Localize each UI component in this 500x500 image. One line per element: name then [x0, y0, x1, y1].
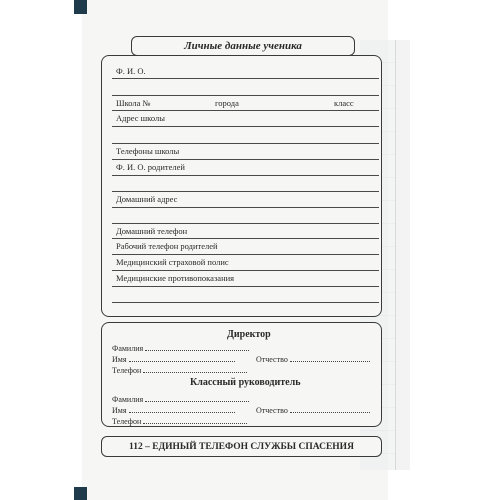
- director-heading: Директор: [227, 329, 271, 340]
- teacher-phone-label: Телефон: [112, 417, 142, 426]
- fio-line[interactable]: [112, 78, 379, 79]
- parents-fio-line-2[interactable]: [112, 191, 379, 192]
- medical-contraindications-line-2[interactable]: [112, 302, 379, 303]
- teacher-name-row: [112, 404, 235, 415]
- spine-bottom-band: [74, 487, 87, 500]
- page-edge: [395, 40, 410, 470]
- director-phone-label: Телефон: [112, 366, 142, 375]
- school-address-line[interactable]: [112, 126, 379, 127]
- director-name-row: [112, 353, 235, 364]
- director-name-label: Имя: [112, 355, 127, 364]
- parents-fio-line[interactable]: [112, 175, 379, 176]
- teacher-surname-row: [112, 393, 249, 404]
- home-address-line[interactable]: [112, 207, 379, 208]
- teacher-name-label: Имя: [112, 406, 127, 415]
- teacher-surname-field[interactable]: [145, 393, 249, 402]
- teacher-surname-label: Фамилия: [112, 395, 144, 404]
- home-phone-line[interactable]: [112, 238, 379, 239]
- school-address-line-2[interactable]: [112, 143, 379, 144]
- student-info-box: [101, 55, 382, 317]
- contacts-box: [101, 322, 382, 427]
- medical-policy-line[interactable]: [112, 270, 379, 271]
- director-patronymic-field[interactable]: [290, 353, 370, 362]
- teacher-patronymic-label: Отчество: [256, 406, 288, 415]
- director-phone-row: [112, 364, 247, 375]
- medical-policy-label: Медицинский страховой полис: [116, 257, 229, 267]
- home-address-label: Домашний адрес: [116, 194, 178, 204]
- school-line[interactable]: [112, 110, 379, 111]
- class-label: класс: [334, 98, 354, 108]
- director-surname-label: Фамилия: [112, 344, 144, 353]
- page-title: Личные данные ученика: [131, 36, 355, 56]
- school-address-label: Адрес школы: [116, 113, 165, 123]
- director-patronymic-row: [256, 353, 370, 364]
- director-surname-row: [112, 342, 249, 353]
- home-address-line-2[interactable]: [112, 223, 379, 224]
- teacher-patronymic-field[interactable]: [290, 404, 370, 413]
- spine-top-band: [74, 0, 87, 14]
- medical-contraindications-label: Медицинские противопоказания: [116, 273, 235, 283]
- school-phones-label: Телефоны школы: [116, 146, 180, 156]
- parents-fio-label: Ф. И. О. родителей: [116, 162, 185, 172]
- school-number-label: Школа №: [116, 98, 151, 108]
- parents-work-phone-label: Рабочий телефон родителей: [116, 241, 218, 251]
- teacher-phone-row: [112, 415, 247, 426]
- director-name-field[interactable]: [129, 353, 235, 362]
- parents-work-phone-line[interactable]: [112, 254, 379, 255]
- city-label: города: [215, 98, 239, 108]
- director-patronymic-label: Отчество: [256, 355, 288, 364]
- fio-line-2[interactable]: [112, 95, 379, 96]
- director-phone-field[interactable]: [143, 364, 247, 373]
- class-teacher-heading: Классный руководитель: [190, 377, 301, 388]
- teacher-patronymic-row: [256, 404, 370, 415]
- emergency-footer: 112 – ЕДИНЫЙ ТЕЛЕФОН СЛУЖБЫ СПАСЕНИЯ: [101, 436, 382, 457]
- teacher-name-field[interactable]: [129, 404, 235, 413]
- home-phone-label: Домашний телефон: [116, 226, 188, 236]
- medical-contraindications-line[interactable]: [112, 286, 379, 287]
- school-phones-line[interactable]: [112, 159, 379, 160]
- fio-label: Ф. И. О.: [116, 66, 146, 76]
- teacher-phone-field[interactable]: [143, 415, 247, 424]
- director-surname-field[interactable]: [145, 342, 249, 351]
